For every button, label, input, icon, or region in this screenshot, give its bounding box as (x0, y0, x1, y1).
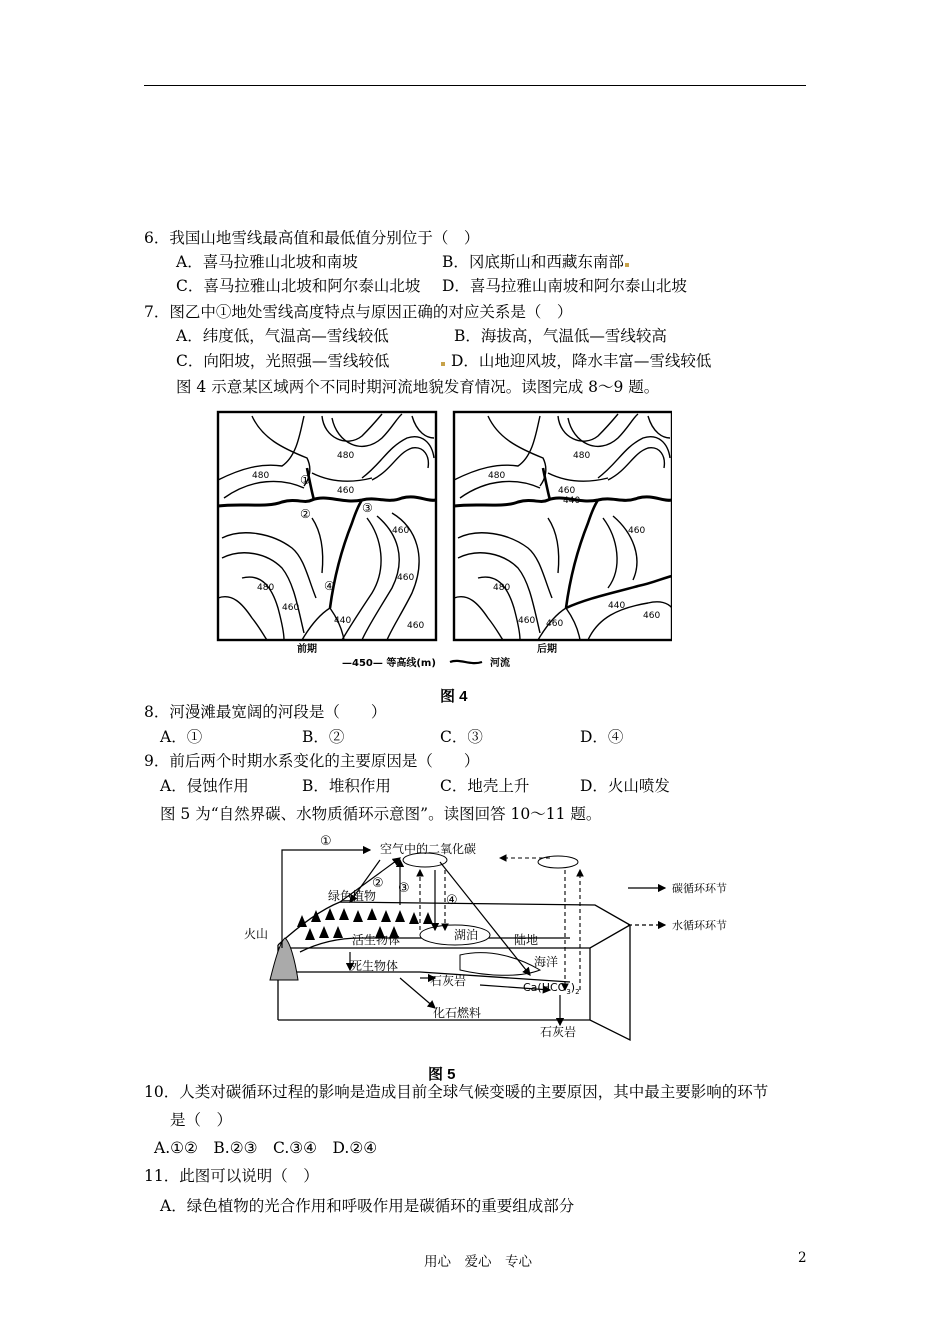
map-late (454, 412, 672, 640)
intro-figure-4: 图 4 示意某区域两个不同时期河流地貌发育情况。读图完成 8～9 题。 (176, 378, 660, 396)
marker-4: ④ (324, 579, 335, 593)
legend-river: 河流 (490, 658, 510, 669)
header-rule (144, 85, 806, 86)
figure-4 (212, 408, 672, 672)
marker-4: ④ (446, 893, 458, 908)
label-co2: 空气中的二氧化碳 (380, 842, 477, 856)
legend-contour: —450— 等高线(m) (342, 658, 436, 669)
label-fossil: 化石燃料 (433, 1006, 482, 1020)
q8-option-c: C．③ (440, 728, 483, 746)
q10-stem-cont: 是（ ） (170, 1111, 233, 1129)
label-dead: 死生物体 (350, 959, 399, 973)
intro-figure-5: 图 5 为“自然界碳、水物质循环示意图”。读图回答 10～11 题。 (160, 805, 602, 823)
footer-motto: 用心 爱心 专心 (424, 1254, 532, 1270)
svg-text:480: 480 (257, 583, 275, 593)
q10-options: A.①② B.②③ C.③④ D.②④ (154, 1139, 378, 1157)
label-ocean: 海洋 (534, 955, 559, 969)
q11-stem: 11．此图可以说明（ ） (144, 1167, 319, 1185)
q9-option-c: C．地壳上升 (440, 777, 530, 795)
q8-option-a: A．① (160, 728, 203, 746)
legend-river-symbol (450, 661, 482, 663)
label-early: 前期 (297, 644, 317, 655)
svg-text:460: 460 (337, 486, 355, 496)
q8-option-d: D．④ (580, 728, 624, 746)
svg-text:480: 480 (573, 451, 591, 461)
q9-option-b: B．堆积作用 (302, 777, 391, 795)
svg-text:440: 440 (334, 616, 352, 626)
q9-stem: 9．前后两个时期水系变化的主要原因是（ ） (144, 752, 480, 770)
svg-text:460: 460 (397, 573, 415, 583)
svg-text:480: 480 (252, 471, 270, 481)
q8-option-b: B．② (302, 728, 345, 746)
svg-text:460: 460 (546, 619, 564, 629)
q6-option-b: B．冈底斯山和西藏东南部 (442, 252, 629, 272)
map-early (218, 412, 436, 640)
svg-text:460: 460 (628, 526, 646, 536)
svg-text:460: 460 (643, 611, 661, 621)
label-plants: 绿色植物 (328, 889, 377, 903)
q6-option-d: D．喜马拉雅山南坡和阿尔泰山北坡 (442, 277, 687, 295)
marker-1: ① (320, 834, 332, 849)
marker-1: ① (300, 473, 311, 487)
marker-3: ③ (362, 501, 373, 515)
marker-2: ② (372, 876, 384, 891)
q9-option-a: A．侵蚀作用 (160, 777, 249, 795)
q7-option-a: A．纬度低，气温高—雪线较低 (176, 327, 389, 345)
q6-option-a: A．喜马拉雅山北坡和南坡 (176, 253, 358, 271)
marker-2: ② (300, 507, 311, 521)
label-living: 活生物体 (352, 933, 401, 947)
label-volcano: 火山 (244, 927, 269, 941)
figure-4-caption: 图 4 (440, 688, 468, 705)
figure-5 (240, 830, 770, 1050)
svg-text:480: 480 (488, 471, 506, 481)
label-late: 后期 (537, 644, 557, 655)
q6-option-c: C．喜马拉雅山北坡和阿尔泰山北坡 (176, 277, 421, 295)
svg-text:480: 480 (493, 583, 511, 593)
label-calcium: $Ca(HCO_3)_2$ (523, 981, 580, 996)
legend-water: 水循环环节 (672, 919, 727, 932)
svg-text:460: 460 (558, 486, 576, 496)
svg-text:460: 460 (518, 616, 536, 626)
svg-text:440: 440 (608, 601, 626, 611)
svg-text:460: 460 (407, 621, 425, 631)
q11-option-a: A．绿色植物的光合作用和呼吸作用是碳循环的重要组成部分 (160, 1197, 575, 1215)
figure-5-caption: 图 5 (428, 1066, 456, 1083)
svg-text:440: 440 (563, 496, 581, 506)
q7-option-d: D．山地迎风坡，降水丰富—雪线较低 (440, 351, 711, 371)
svg-text:480: 480 (337, 451, 355, 461)
q8-stem: 8．河漫滩最宽阔的河段是（ ） (144, 703, 387, 721)
label-land: 陆地 (514, 933, 539, 947)
svg-text:460: 460 (282, 603, 300, 613)
q7-stem: 7．图乙中①地处雪线高度特点与原因正确的对应关系是（ ） (144, 303, 573, 321)
page-number: 2 (798, 1250, 807, 1266)
q9-option-d: D．火山喷发 (580, 777, 670, 795)
legend-carbon: 碳循环环节 (672, 882, 727, 895)
marker-3: ③ (398, 881, 410, 896)
label-lake: 湖泊 (454, 928, 479, 942)
q7-option-c: C．向阳坡，光照强—雪线较低 (176, 352, 390, 370)
q6-stem: 6．我国山地雪线最高值和最低值分别位于（ ） (144, 229, 480, 247)
q10-stem: 10．人类对碳循环过程的影响是造成目前全球气候变暖的主要原因，其中最主要影响的环节 (144, 1083, 769, 1101)
q7-option-b: B．海拔高，气温低—雪线较高 (454, 327, 667, 345)
label-limestone-upper: 石灰岩 (430, 974, 467, 988)
label-limestone-lower: 石灰岩 (540, 1025, 577, 1039)
svg-text:460: 460 (392, 526, 410, 536)
